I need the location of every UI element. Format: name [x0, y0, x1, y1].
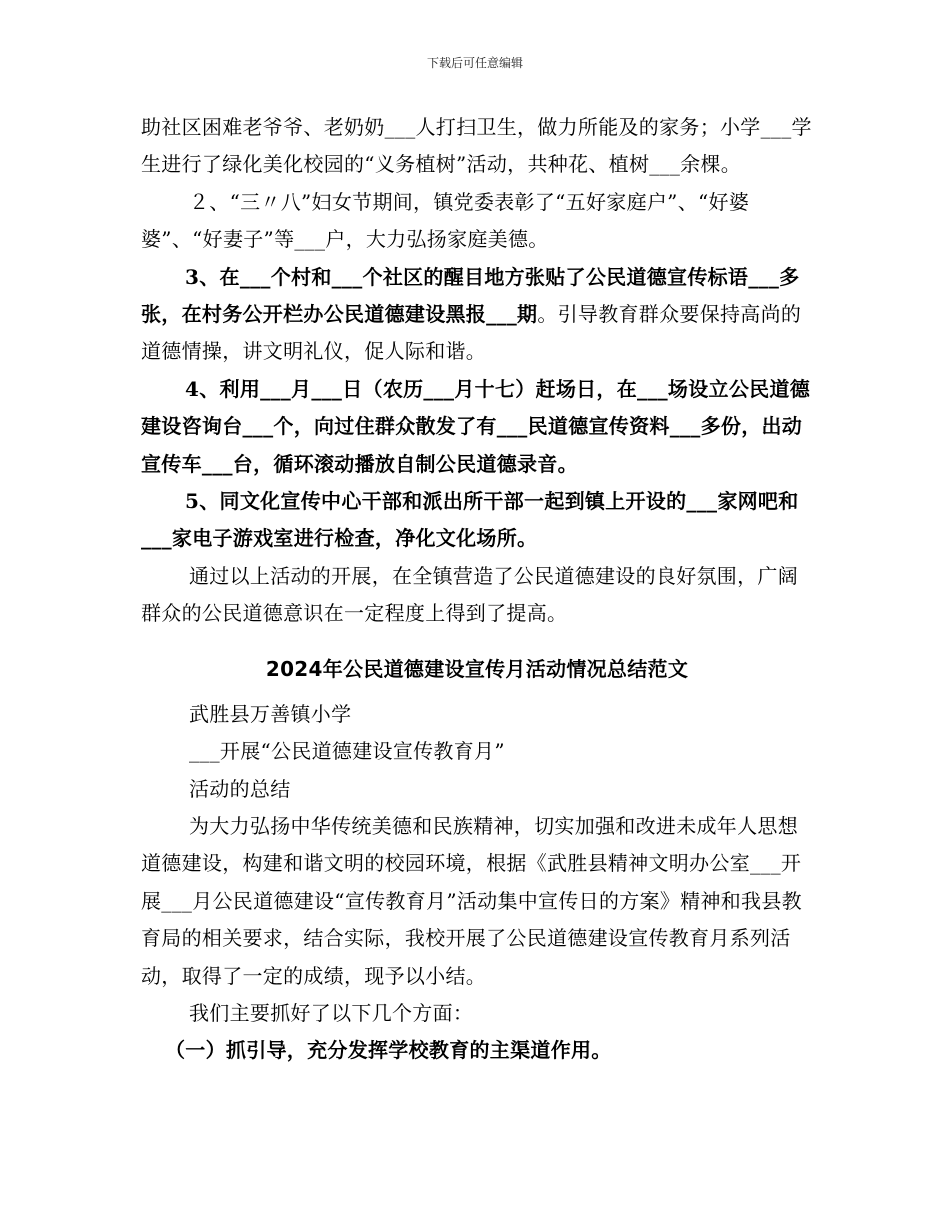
school-name: 武胜县万善镇小学 [189, 701, 352, 726]
document-body [141, 109, 813, 1070]
section-heading-guidance: （一）抓引导，充分发挥学校教育的主渠道作用。 [165, 1038, 612, 1063]
paragraph-consultation: 4、利用___月___日（农历___月十七）赶场日，在___场设立公民道德建设咨询台___个，向过住群众散发了有___民道德宣传资料___多份，出动宣传车___台，循环滚动播放自制公民道德录音。 [141, 376, 811, 476]
paragraph-slogans-bold: 3、在___个村和___个社区的醒目地方张贴了公民道德宣传标语___多张，在村务公开栏办公民道德建设黑报___期 [141, 264, 800, 327]
paragraph-slogans [141, 259, 813, 371]
paragraph-intro: 为大力弘扬中华传统美德和民族精神，切实加强和改进未成年人思想道德建设，构建和谐文明的校园环境，根据《武胜县精神文明办公室___开展___月公民道德建设“宣传教育月”活动集中宣传日的方案》精神和我县教育局的相关要求，结合实际，我校开展了公民道德建设宣传教育月系列活动，取得了一定的成绩，现予以小结。 [141, 813, 802, 988]
paragraph-slogans-normal: 。引导教育群众要保持高尚的道德情操，讲文明礼仪，促人际和谐。 [141, 302, 802, 364]
subtitle-line: ___开展“公民道德建设宣传教育月” [189, 739, 505, 764]
page-header: 下载后可任意编辑 [426, 56, 523, 70]
document-title: 2024年公民道德建设宣传月活动情况总结范文 [265, 656, 689, 681]
paragraph-womens-day: ２、“三〃八”妇女节期间，镇党委表彰了“五好家庭户”、“好婆婆”、“好妻子”等___户，大力弘扬家庭美德。 [141, 189, 750, 252]
subtitle-summary: 活动的总结 [189, 776, 291, 801]
paragraph-community-help: 助社区困难老爷爷、老奶奶___人打扫卫生，做力所能及的家务；小学___学生进行了绿化美化校园的“义务植树”活动，共种花、植树___余棵。 [141, 115, 812, 177]
paragraph-conclusion: 通过以上活动的开展，在全镇营造了公民道德建设的良好氛围，广阔群众的公民道德意识在一定程度上得到了提高。 [141, 563, 798, 626]
paragraph-aspects: 我们主要抓好了以下几个方面： [189, 1000, 474, 1025]
paragraph-inspection: 5、同文化宣传中心干部和派出所干部一起到镇上开设的___家网吧和___家电子游戏室进行检查，净化文化场所。 [141, 489, 799, 551]
